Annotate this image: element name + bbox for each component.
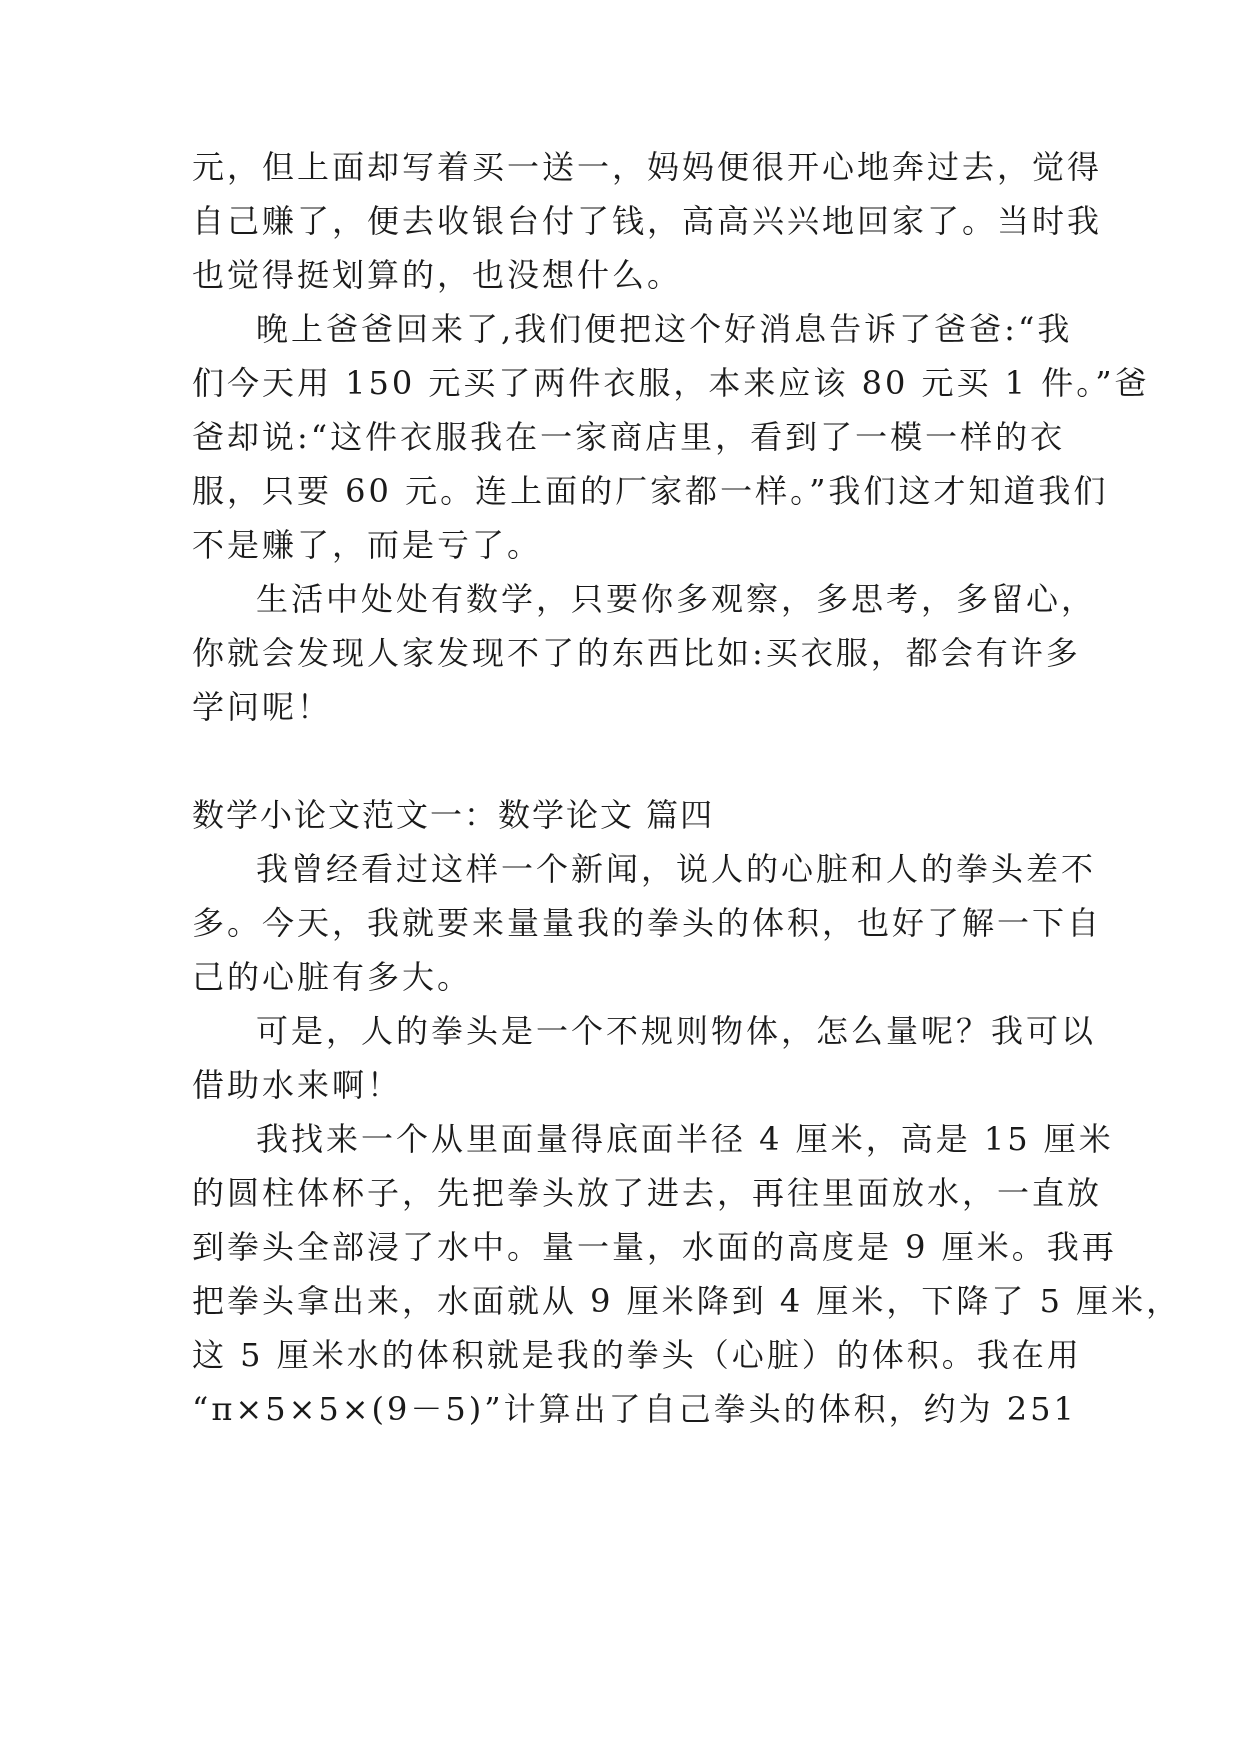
paragraph-line: 多。今天，我就要来量量我的拳头的体积，也好了解一下自 [192,904,1103,942]
paragraph-line: 到拳头全部浸了水中。量一量，水面的高度是 9 厘米。我再 [192,1228,1117,1266]
section-heading: 数学小论文范文一：数学论文 篇四 [192,796,715,834]
paragraph-line: 学问呢！ [192,688,333,726]
paragraph-line: 们今天用 150 元买了两件衣服，本来应该 80 元买 1 件。”爸 [192,364,1150,402]
paragraph-line: 己的心脏有多大。 [192,958,473,996]
paragraph-line: 我曾经看过这样一个新闻，说人的心脏和人的拳头差不 [256,850,1097,888]
paragraph-line: 生活中处处有数学，只要你多观察，多思考，多留心， [256,580,1097,618]
paragraph-line: 不是赚了，而是亏了。 [192,526,543,564]
paragraph-line: 服，只要 60 元。连上面的厂家都一样。”我们这才知道我们 [192,472,1109,510]
paragraph-line: 我找来一个从里面量得底面半径 4 厘米，高是 15 厘米 [256,1120,1114,1158]
paragraph-line: 借助水来啊！ [192,1066,403,1104]
paragraph-line: 爸却说:“这件衣服我在一家商店里，看到了一模一样的衣 [192,418,1066,456]
paragraph-line: 你就会发现人家发现不了的东西比如:买衣服，都会有许多 [192,634,1081,672]
paragraph-line: 把拳头拿出来，水面就从 9 厘米降到 4 厘米，下降了 5 厘米， [192,1282,1182,1320]
paragraph-line: 晚上爸爸回来了,我们便把这个好消息告诉了爸爸:“我 [256,310,1073,348]
paragraph-line: 的圆柱体杯子，先把拳头放了进去，再往里面放水，一直放 [192,1174,1103,1212]
paragraph-line: 可是，人的拳头是一个不规则物体，怎么量呢？我可以 [256,1012,1097,1050]
paragraph-line: 也觉得挺划算的，也没想什么。 [192,256,683,294]
paragraph-line: 元，但上面却写着买一送一，妈妈便很开心地奔过去，觉得 [192,148,1103,186]
paragraph-line: 这 5 厘米水的体积就是我的拳头（心脏）的体积。我在用 [192,1336,1082,1374]
paragraph-line: “π×5×5×(9－5)”计算出了自己拳头的体积，约为 251 [192,1390,1077,1428]
paragraph-line: 自己赚了，便去收银台付了钱，高高兴兴地回家了。当时我 [192,202,1103,240]
